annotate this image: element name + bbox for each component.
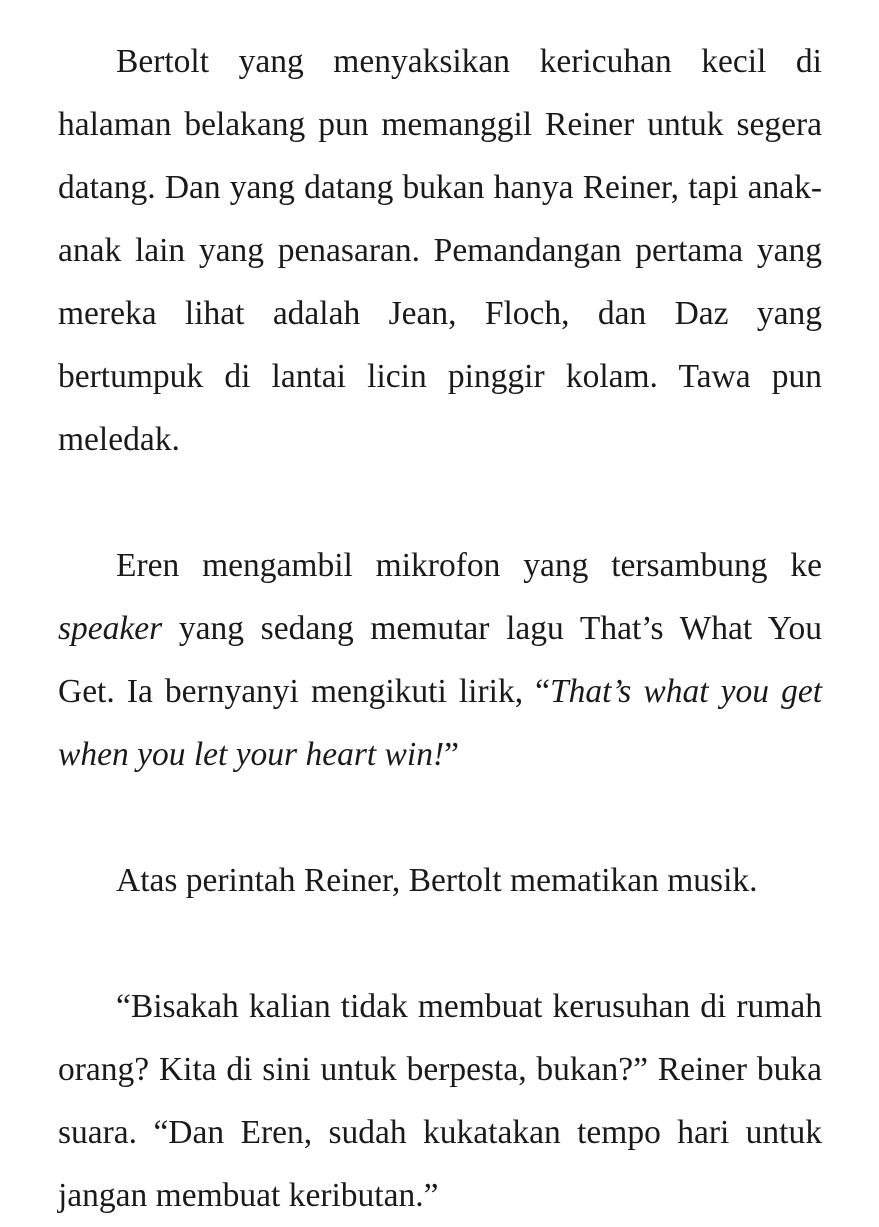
paragraph-4 bbox=[58, 975, 822, 1227]
document-page bbox=[58, 30, 822, 1227]
paragraph-2-italic-speaker: speaker bbox=[58, 610, 163, 647]
paragraph-4-text: “Bisakah kalian tidak membuat kerusuhan di rumah orang? Kita di sini untuk berpesta, bukan?” Reiner buka suara. “Dan Eren, sudah kukatakan tempo hari untuk jangan membuat keributan.” bbox=[58, 988, 822, 1214]
paragraph-2-italic-lyric: That’s what you get when you let your heart win! bbox=[58, 673, 822, 773]
paragraph-2-text-b: yang sedang memutar lagu That’s What You Get. Ia bernyanyi mengikuti lirik, “ bbox=[58, 610, 822, 710]
paragraph-2-text-a: Eren mengambil mikrofon yang tersambung ke bbox=[116, 547, 822, 584]
paragraph-3-text: Atas perintah Reiner, Bertolt mematikan musik. bbox=[116, 862, 758, 899]
paragraph-2 bbox=[58, 534, 822, 786]
paragraph-1 bbox=[58, 30, 822, 471]
paragraph-2-text-c: ” bbox=[444, 736, 459, 773]
paragraph-3 bbox=[58, 849, 822, 912]
paragraph-1-text: Bertolt yang menyaksikan kericuhan kecil di halaman belakang pun memanggil Reiner untuk segera datang. Dan yang datang bukan hanya Reiner, tapi anak-anak lain yang penasaran. Pemandangan pertama yang mereka lihat adalah Jean, Floch, dan Daz yang bertumpuk di lantai licin pinggir kolam. Tawa pun meledak. bbox=[58, 43, 822, 458]
